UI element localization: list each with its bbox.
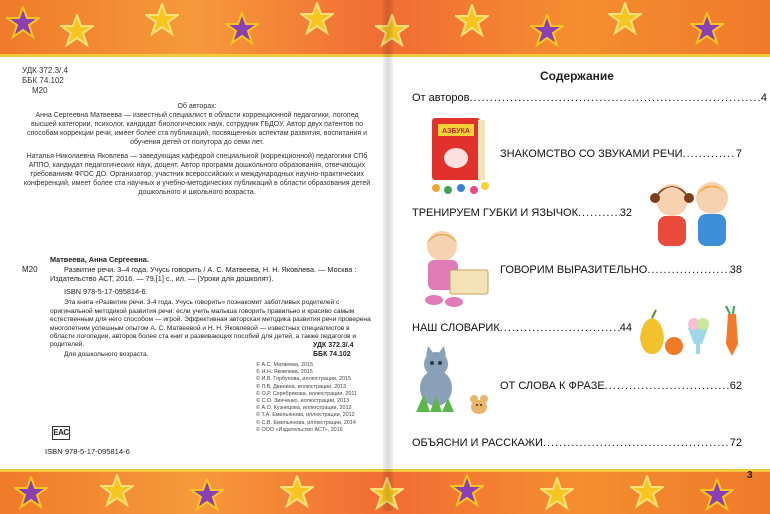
mouse-illustration	[466, 392, 492, 416]
star-icon	[280, 475, 314, 509]
abc-book-illustration	[428, 114, 490, 194]
credit-line: © Т.А. Емельянова, иллюстрации, 2012	[256, 412, 355, 419]
star-icon	[14, 476, 48, 510]
toc-entry-title: ТРЕНИРУЕМ ГУБКИ И ЯЗЫЧОК	[412, 207, 578, 219]
star-icon	[608, 2, 642, 36]
book-spine	[383, 0, 393, 511]
catalog-authors: Матвеева, Анна Сергеевна.	[50, 255, 149, 264]
star-icon	[630, 475, 664, 509]
credit-line: © Н.Н. Яковлева, 2015	[256, 369, 313, 376]
star-icon	[700, 478, 734, 512]
star-icon	[530, 14, 564, 48]
fruits-illustration	[638, 304, 746, 358]
toc-entry[interactable]	[500, 148, 742, 160]
toc-entry[interactable]	[500, 380, 742, 392]
credit-line: © ООО «Издательство АСТ», 2016	[256, 426, 343, 433]
udc-code-bottom: УДК 372.3/.4	[313, 342, 354, 349]
udc-code: УДК 372.3/.4	[22, 66, 68, 75]
author2-bio: Наталья Николаевна Яковлева — заведующая кафедрой специальной (коррекционной) педагогики СПб АППО, кандидат педагогических наук, доцент. Автор программ дошкольного образования, отвечающих требованиям ФГОС ДО. Организатор, участник всероссийских и международных научно-практических конференций, имеет более ста научных и учебно-методических публикаций в области образования детей дошкольного и школьного возраста.	[23, 153, 371, 196]
catalog-description: Развитие речи. 3–4 года. Учусь говорить / А. С. Матвеева, Н. Н. Яковлева. — Москва : Издательство АСТ, 2016. — 79,[1] с., ил. — (Уроки для дошколят).	[50, 264, 357, 284]
toc-entry[interactable]	[412, 92, 767, 104]
toc-entry-title: ОБЪЯСНИ И РАССКАЖИ	[412, 437, 543, 449]
toc-entry[interactable]	[412, 437, 742, 449]
imprint-block	[22, 66, 372, 197]
star-icon	[60, 14, 94, 48]
credit-line: © С.О. Зинченко, иллюстрации, 2013	[256, 398, 350, 405]
star-icon	[450, 474, 484, 508]
toc-entry-title: ГОВОРИМ ВЫРАЗИТЕЛЬНО	[500, 264, 648, 276]
toc-entry-page: 62	[729, 380, 742, 392]
toc-entry-page: 32	[619, 207, 632, 219]
about-authors-heading: Об авторах:	[177, 103, 217, 110]
author-sign: М20	[32, 86, 48, 95]
star-icon	[455, 4, 489, 38]
catalog-sign: М20	[22, 265, 38, 274]
catalog-isbn: ISBN 978-5-17-095814-6.	[64, 286, 148, 296]
isbn-bottom: ISBN 978-5-17-095814-6	[45, 447, 130, 456]
children-illustration	[648, 176, 738, 246]
star-icon	[100, 474, 134, 508]
page-number: 3	[747, 470, 753, 481]
annotation: Эта книга «Развитие речи. 3-4 года. Учусь говорить» познакомит заботливых родителей с оригинальной методикой развития речи: если учить малыша говорить правильно и красиво самым естественным для него способом — игрой. Эффективная авторская методика развития речи проверена многолетним успешным опытом А. С. Матвеевой и Н. Н. Яковлевой — известных специалистов в области логопедии, авторов более ста книг и развивающих пособий для детей, а также педагогов и родителей.	[50, 299, 371, 349]
star-icon	[6, 6, 40, 40]
toc-entry[interactable]	[412, 322, 632, 334]
author1-bio: Анна Сергеевна Матвеева — известный специалист в области коррекционной педагогики, логопед высшей категории, психолог, кандидат биологических наук, сотрудник ГБДОУ. Автор двух патентов по способам коррекции речи, имеет более ста публикаций, посвященных аспектам развития, воспитания и обучения детей от полутора до семи лет.	[27, 112, 367, 146]
star-icon	[190, 478, 224, 512]
table-of-contents	[400, 56, 767, 476]
copyright-credits	[256, 362, 357, 434]
star-icon	[225, 12, 259, 46]
toc-title: Содержание	[540, 69, 614, 83]
book-cover-title: АЗБУКА	[442, 128, 470, 135]
toc-entry-page: 72	[729, 437, 742, 449]
toc-entry-title: НАШ СЛОВАРИК	[412, 322, 500, 334]
credit-line: © С.В. Емельянова, иллюстрации, 2014	[256, 419, 356, 426]
toc-entry-title: ОТ СЛОВА К ФРАЗЕ	[500, 380, 605, 392]
star-icon	[145, 3, 179, 37]
toc-entry-page: 44	[619, 322, 632, 334]
eac-mark-icon: EAC	[52, 426, 70, 440]
credit-line: © А.С. Матвеева, 2015	[256, 362, 313, 368]
toc-entry[interactable]	[500, 264, 742, 276]
bbk-code: ББК 74.102	[22, 76, 64, 85]
bbk-code-bottom: ББК 74.102	[313, 351, 351, 358]
toc-entry-title: От авторов	[412, 92, 470, 104]
credit-line: © И.В. Горбунова, иллюстрации, 2015	[256, 376, 352, 383]
credit-line: © Л.В. Двинина, иллюстрации, 2013	[256, 383, 347, 390]
toc-entry[interactable]	[412, 207, 632, 219]
toc-entry-page: 38	[729, 264, 742, 276]
girl-reading-illustration	[412, 226, 492, 310]
audience: Для дошкольного возраста.	[64, 350, 149, 358]
credit-line: © О.Р. Серебрякова, иллюстрации, 2011	[256, 390, 357, 397]
toc-entry-page: 7	[735, 148, 742, 160]
star-icon	[540, 477, 574, 511]
toc-entry-title: ЗНАКОМСТВО СО ЗВУКАМИ РЕЧИ	[500, 148, 683, 160]
udc-bottom-block	[313, 341, 354, 359]
toc-entry-page: 4	[760, 92, 767, 104]
credit-line: © А.О. Кузнецова, иллюстрации, 2013	[256, 405, 352, 412]
star-icon	[300, 2, 334, 36]
star-icon	[690, 12, 724, 46]
